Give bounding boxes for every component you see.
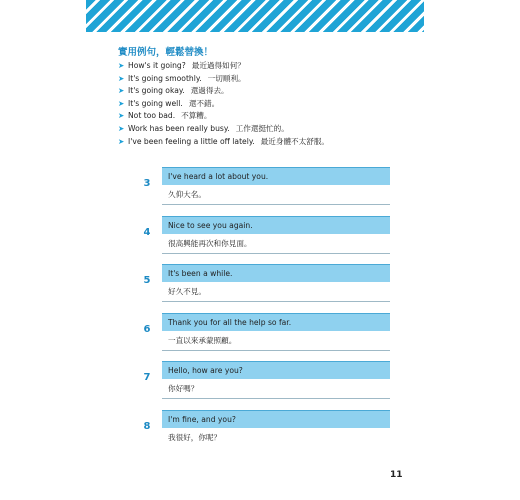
entry-number: 6 [143,323,151,335]
sentence-entry [140,163,390,212]
entry-chinese: 你好嗎？ [168,384,199,393]
entry-divider [162,301,390,302]
arrow-right-icon: ➤ [118,61,125,70]
phrase-item [118,85,329,98]
entry-number: 7 [143,372,151,383]
striped-header-band [86,0,424,32]
phrase-zh: 工作還挺忙的。 [235,123,289,133]
phrase-en: It's going smoothly. [128,73,202,83]
sentence-entry [140,260,390,309]
phrase-zh: 一切順利。 [207,73,246,83]
book-page [86,0,424,500]
phrase-zh: 不算糟。 [181,111,212,121]
entry-english: Hello, how are you? [162,361,390,379]
sentence-entry [140,212,390,261]
arrow-right-icon: ➤ [118,98,125,108]
phrase-zh: 最近過得如何？ [191,61,245,70]
phrase-en: It's going well. [128,98,183,108]
phrase-item [118,123,329,136]
phrase-en: Work has been really busy. [128,123,230,133]
entry-divider [162,350,390,351]
entry-chinese: 好久不見。 [168,287,206,296]
entry-divider [162,398,390,399]
entry-english: I'm fine, and you? [162,410,390,428]
entry-english: I've heard a lot about you. [162,167,390,185]
phrase-zh: 還過得去。 [190,86,229,96]
page-number: 11 [390,470,403,480]
entry-english: Nice to see you again. [162,216,390,234]
entry-english: Thank you for all the help so far. [162,313,390,331]
phrase-item [118,73,329,86]
section-title: 實用例句，輕鬆替換！ [118,47,214,58]
entry-chinese: 一直以來承蒙照顧。 [168,335,237,345]
entry-number: 4 [143,226,151,238]
sentence-entries [140,163,390,454]
phrase-en: Not too bad. [128,111,176,121]
sentence-entry [140,309,390,358]
phrase-item [118,110,329,123]
entry-divider [162,253,390,254]
phrase-zh: 最近身體不太舒服。 [260,136,330,146]
arrow-right-icon: ➤ [118,136,125,146]
arrow-right-icon: ➤ [118,86,125,96]
arrow-right-icon: ➤ [118,111,125,121]
entry-english: It's been a while. [162,264,390,282]
phrase-en: It's going okay. [128,86,185,96]
phrase-item [118,60,329,73]
entry-number: 8 [143,420,151,432]
phrase-en: How's it going? [128,61,186,70]
phrase-zh: 還不錯。 [188,98,220,108]
arrow-right-icon: ➤ [118,123,125,133]
arrow-right-icon: ➤ [118,73,125,83]
phrase-item [118,98,329,111]
sentence-entry [140,406,390,455]
entry-chinese: 很高興能再次和你見面。 [168,238,252,248]
phrase-item [118,136,329,149]
sentence-entry [140,357,390,406]
entry-chinese: 久仰大名。 [168,190,206,199]
entry-divider [162,204,390,205]
phrase-list [118,60,329,148]
phrase-en: I've been feeling a little off lately. [128,136,255,146]
entry-chinese: 我很好，你呢？ [168,432,222,442]
entry-number: 5 [143,275,151,286]
entry-number: 3 [143,178,151,189]
